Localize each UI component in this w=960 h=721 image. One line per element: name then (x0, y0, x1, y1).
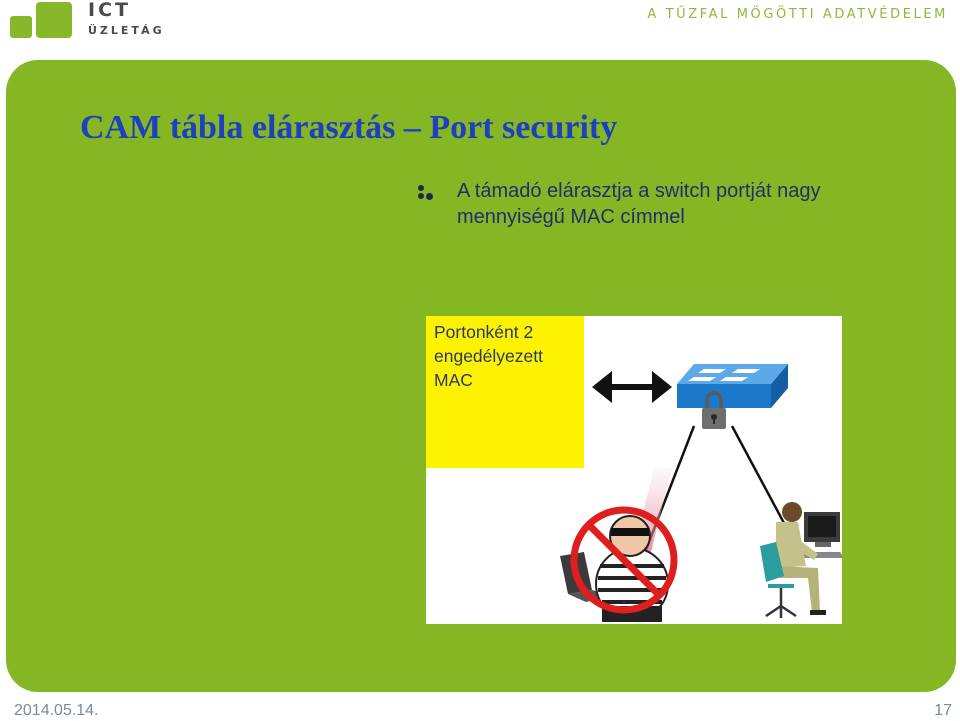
network-switch-icon (677, 364, 788, 408)
footer-date: 2014.05.14. (14, 702, 99, 719)
callout-text: Portonként 2 engedélyezett MAC (434, 322, 543, 390)
bullet-text: A támadó elárasztja a switch portját nagy mennyiségű MAC címmel (457, 180, 821, 228)
header-title: A TŰZFAL MÖGÖTTI ADATVÉDELEM (647, 7, 948, 22)
bullet-dots-icon (418, 185, 434, 203)
slide-panel (6, 60, 956, 692)
logo-name: ICT (88, 0, 131, 21)
footer-page-number: 17 (934, 702, 952, 719)
ict-logo (8, 2, 178, 40)
logo-subtitle: ÜZLETÁG (88, 24, 165, 37)
diagram-graphics (426, 316, 842, 624)
double-arrow-icon (592, 371, 672, 403)
network-diagram (426, 316, 842, 624)
slide-title: CAM tábla elárasztás – Port security (80, 109, 618, 146)
